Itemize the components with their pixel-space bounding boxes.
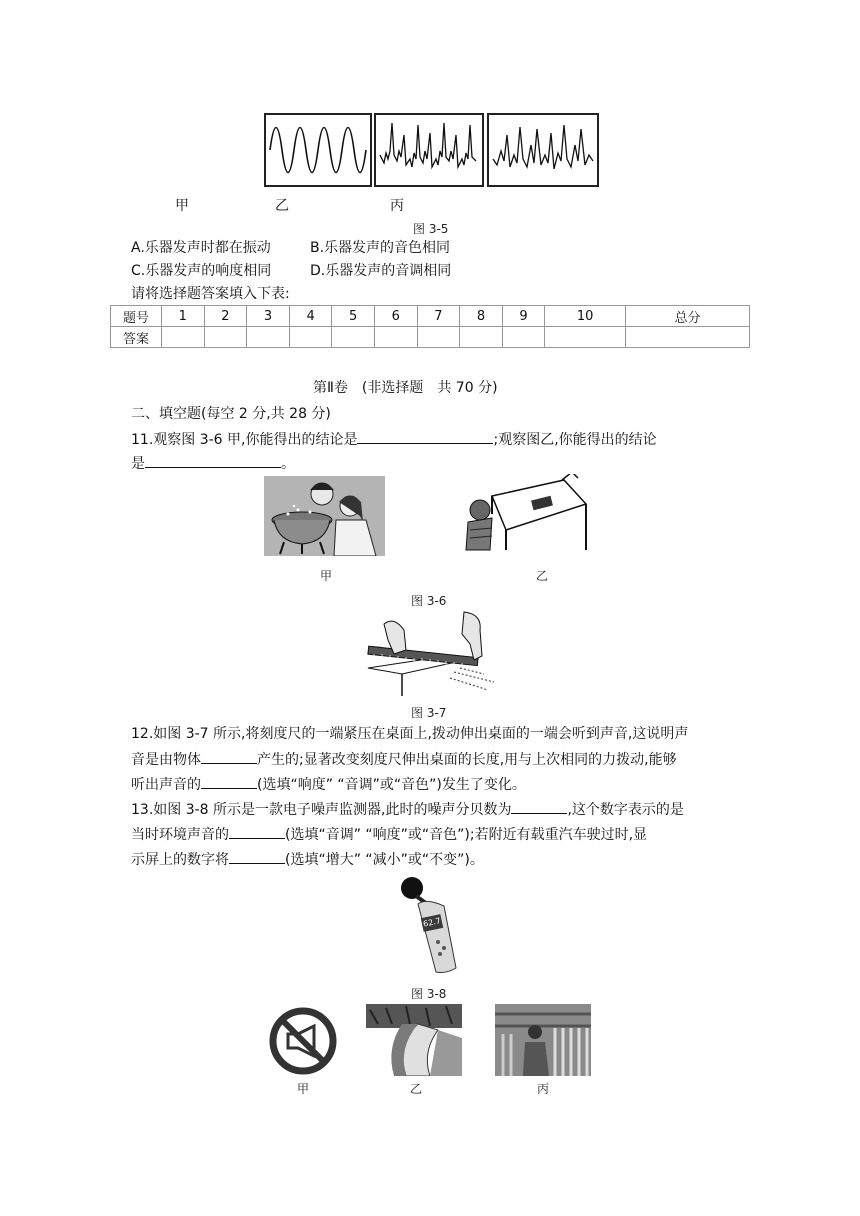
table-header-cell: 6 <box>374 306 417 327</box>
answer-cell[interactable] <box>332 327 375 348</box>
q13-line1 <box>131 799 684 820</box>
highway-sound-barrier-image <box>366 1004 462 1076</box>
fig36-jia-image <box>264 476 385 556</box>
factory-worker-image <box>495 1004 591 1076</box>
table-header-cell: 题号 <box>111 306 162 327</box>
fig39-label-jia: 甲 <box>297 1082 310 1096</box>
q12-line3 <box>131 774 526 795</box>
fig38-noise-meter-image <box>396 876 466 976</box>
q11-text-d: 。 <box>281 456 295 472</box>
section-title: 第Ⅱ卷 (非选择题 共 70 分) <box>313 380 498 396</box>
option-b: B.乐器发声的音色相同 <box>310 240 451 256</box>
fig35-caption: 图 3-5 <box>413 222 449 236</box>
q13-blank-3[interactable] <box>229 849 285 864</box>
q12-text-a: 音是由物体 <box>131 752 201 768</box>
answer-cell[interactable] <box>247 327 290 348</box>
part2-heading: 二、填空题(每空 2 分,共 28 分) <box>131 406 331 422</box>
q12-text-c: 听出声音的 <box>131 777 201 793</box>
fig38-caption: 图 3-8 <box>411 987 447 1001</box>
q12-text-d: (选填“响度” “音调”或“音色”)发生了变化。 <box>257 777 526 793</box>
q12-line1: 12.如图 3-7 所示,将刻度尺的一端紧压在桌面上,拨动伸出桌面的一端会听到声音,这说明声 <box>131 726 689 742</box>
q13-text-b: ,这个数字表示的是 <box>567 802 684 818</box>
answer-table-header-row <box>111 306 750 327</box>
q13-line2 <box>131 824 647 845</box>
q11-text-a: 11.观察图 3-6 甲,你能得出的结论是 <box>131 432 358 448</box>
q13-text-e: 示屏上的数字将 <box>131 852 229 868</box>
q13-text-f: (选填“增大” “减小”或“不变”)。 <box>285 852 484 868</box>
q13-text-a: 13.如图 3-8 所示是一款电子噪声监测器,此时的噪声分贝数为 <box>131 802 512 818</box>
fig39-label-bing: 丙 <box>537 1082 550 1096</box>
q12-line2 <box>131 749 677 770</box>
fig39-label-yi: 乙 <box>410 1082 423 1096</box>
q11-line2 <box>131 453 295 474</box>
waveform-yi <box>374 113 484 187</box>
q13-line3 <box>131 849 484 870</box>
answer-cell[interactable] <box>289 327 332 348</box>
q11-line1 <box>131 429 657 450</box>
q11-text-b: ;观察图乙,你能得出的结论 <box>493 432 657 448</box>
answer-cell[interactable] <box>460 327 503 348</box>
table-header-cell: 7 <box>417 306 460 327</box>
table-header-cell: 1 <box>162 306 205 327</box>
table-header-cell: 8 <box>460 306 503 327</box>
q13-blank-1[interactable] <box>511 799 567 814</box>
q12-text-b: 产生的;显著改变刻度尺伸出桌面的长度,用与上次相同的力拨动,能够 <box>257 752 677 768</box>
q11-text-c: 是 <box>131 456 145 472</box>
noise-meter-reading: 62.7 <box>422 916 442 929</box>
q12-blank-2[interactable] <box>201 774 257 789</box>
option-a: A.乐器发声时都在振动 <box>131 240 271 256</box>
table-header-cell: 5 <box>332 306 375 327</box>
q11-blank-1[interactable] <box>357 429 493 444</box>
table-header-cell: 2 <box>204 306 247 327</box>
answer-table-answer-row <box>111 327 750 348</box>
answer-cell[interactable] <box>625 327 749 348</box>
q12-blank-1[interactable] <box>201 749 257 764</box>
fig35-label-jia: 甲 <box>175 198 189 214</box>
fig35-label-yi: 乙 <box>275 198 289 214</box>
table-header-cell: 总分 <box>625 306 749 327</box>
answer-cell[interactable] <box>204 327 247 348</box>
q13-text-c: 当时环境声音的 <box>131 827 229 843</box>
answer-cell[interactable] <box>374 327 417 348</box>
answer-cell[interactable] <box>417 327 460 348</box>
fig36-caption: 图 3-6 <box>411 594 447 608</box>
option-c: C.乐器发声的响度相同 <box>131 263 272 279</box>
answer-cell[interactable] <box>162 327 205 348</box>
q13-blank-2[interactable] <box>229 824 285 839</box>
table-header-cell: 4 <box>289 306 332 327</box>
q13-text-d: (选填“音调” “响度”或“音色”);若附近有载重汽车驶过时,显 <box>285 827 648 843</box>
fig37-caption: 图 3-7 <box>411 706 447 720</box>
fig36-label-jia: 甲 <box>320 569 333 583</box>
table-header-cell: 3 <box>247 306 290 327</box>
answer-table <box>110 305 750 348</box>
waveform-bing <box>487 113 599 187</box>
no-horn-sign-icon <box>268 1006 338 1076</box>
fig35-label-bing: 丙 <box>390 198 404 214</box>
waveform-jia <box>264 113 372 187</box>
table-header-cell: 9 <box>502 306 545 327</box>
fig36-yi-image <box>462 474 590 552</box>
q11-blank-2[interactable] <box>145 453 281 468</box>
table-header-cell: 10 <box>545 306 626 327</box>
table-prompt: 请将选择题答案填入下表: <box>131 286 290 302</box>
option-d: D.乐器发声的音调相同 <box>310 263 452 279</box>
answer-cell[interactable] <box>502 327 545 348</box>
fig37-ruler-image <box>364 610 498 698</box>
answer-cell[interactable] <box>545 327 626 348</box>
table-row-label: 答案 <box>111 327 162 348</box>
fig36-label-yi: 乙 <box>536 569 549 583</box>
